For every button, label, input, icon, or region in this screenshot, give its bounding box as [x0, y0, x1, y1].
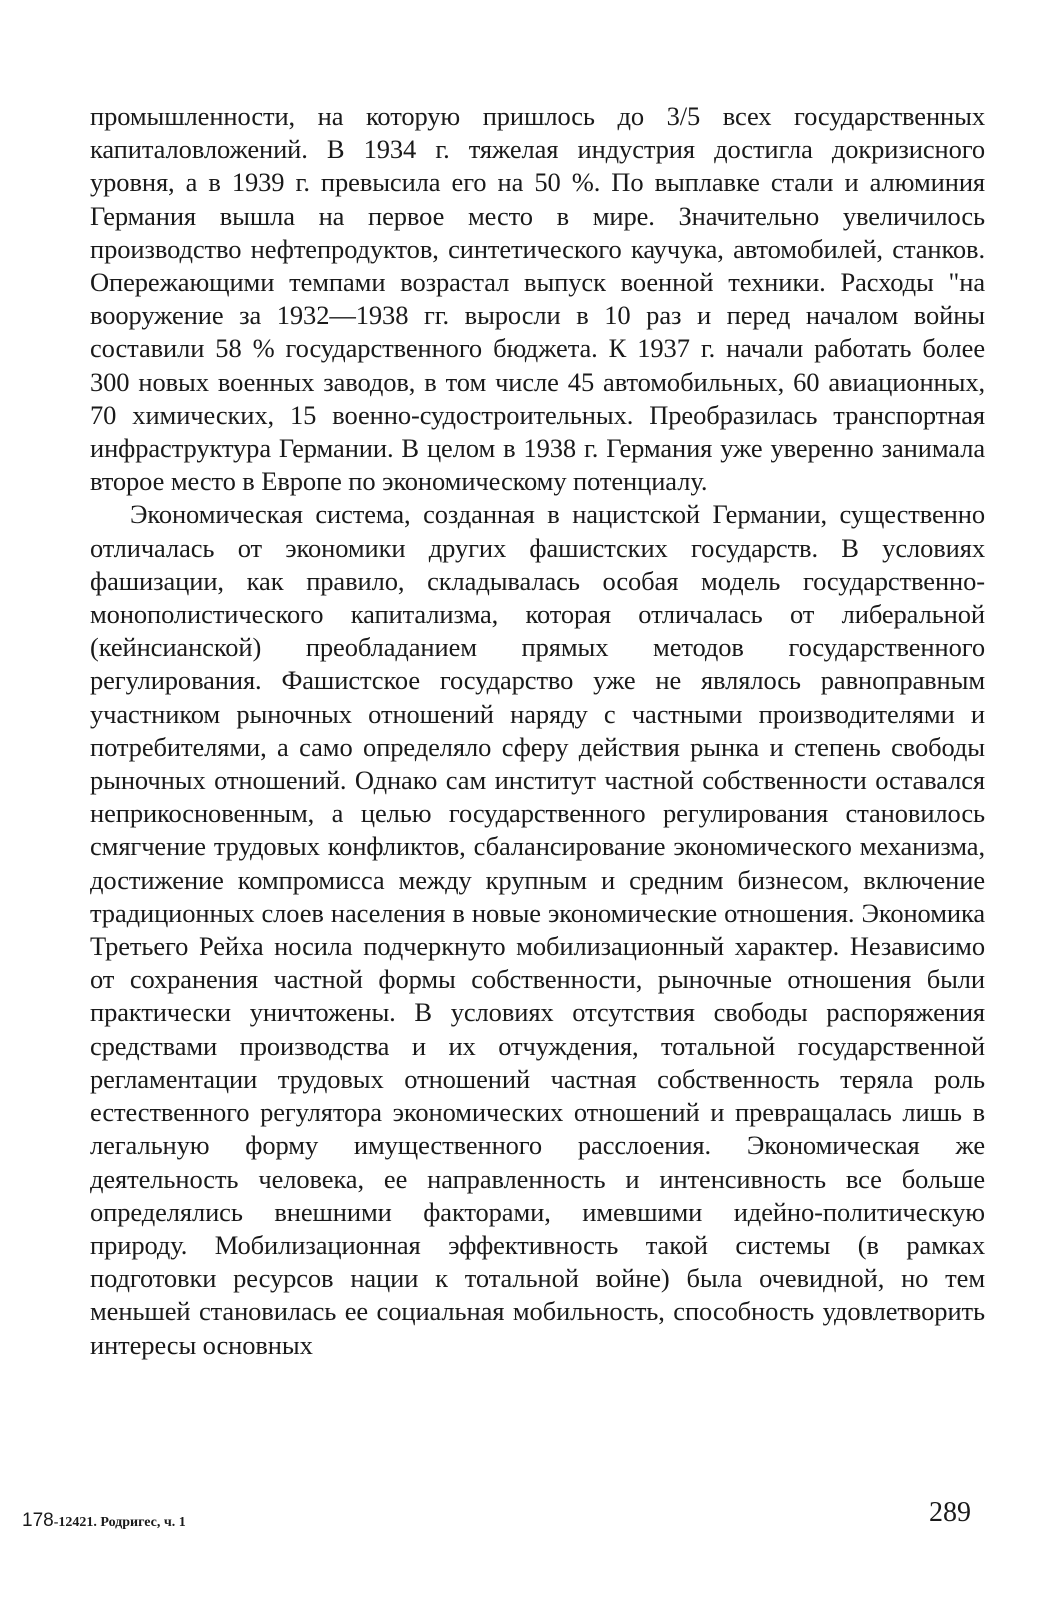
- paragraph-continued: промышленности, на которую пришлось до 3/5 всех государственных капиталовложений. В 1934 г. тяжелая индустрия достигла докризисного уровня, а в 1939 г. превысила его на 50 %. По выплавке стали и алюминия Германия вышла на первое место в мире. Значительно увеличилось производство нефтепродуктов, синтетического каучука, автомобилей, станков. Опережающими темпами возрастал выпуск военной техники. Расходы "на вооружение за 1932—1938 гг. выросли в 10 раз и перед началом войны составили 58 % государственного бюджета. К 1937 г. начали работать более 300 новых военных заводов, в том числе 45 автомобильных, 60 авиационных, 70 химических, 15 военно-судостроительных. Преобразилась транспортная инфраструктура Германии. В целом в 1938 г. Германия уже уверенно занимала второе место в Европе по экономическому потенциалу.: [90, 101, 985, 497]
- signature-number: 178: [22, 1510, 54, 1531]
- printer-signature: [22, 1510, 186, 1532]
- signature-text: -12421. Родригес, ч. 1: [53, 1515, 186, 1530]
- paragraph-economic-system: Экономическая система, созданная в нацистской Германии, существенно отличалась от экономики других фашистских государств. В условиях фашизации, как правило, складывалась особая модель государственно-монополистического капитализма, которая отличалась от либеральной (кейнсианской) преобладанием прямых методов государственного регулирования. Фашистское государство уже не являлось равноправным участником рыночных отношений наряду с частными производителями и потребителями, а само определяло сферу действия рынка и степень свободы рыночных отношений. Однако сам институт частной собственности оставался неприкосновенным, а целью государственного регулирования становилось смягчение трудовых конфликтов, сбалансирование экономического механизма, достижение компромисса между крупным и средним бизнесом, включение традиционных слоев населения в новые экономические отношения. Экономика Третьего Рейха носила подчеркнуто мобилизационный характер. Независимо от сохранения частной формы собственности, рыночные отношения были практически уничтожены. В условиях отсутствия свободы распоряжения средствами производства и их отчуждения, тотальной государственной регламентации трудовых отношений частная собственность теряла роль естественного регулятора экономических отношений и превращалась лишь в легальную форму имущественного расслоения. Экономическая же деятельность человека, ее направленность и интенсивность все больше определялись внешними факторами, имевшими идейно-политическую природу. Мобилизационная эффективность такой системы (в рамках подготовки ресурсов нации к тотальной войне) была очевидной, но тем меньшей становилась ее социальная мобильность, способность удовлетворить интересы основных: [90, 499, 985, 1360]
- body-text: [90, 100, 985, 1362]
- page-number: 289: [929, 1497, 971, 1528]
